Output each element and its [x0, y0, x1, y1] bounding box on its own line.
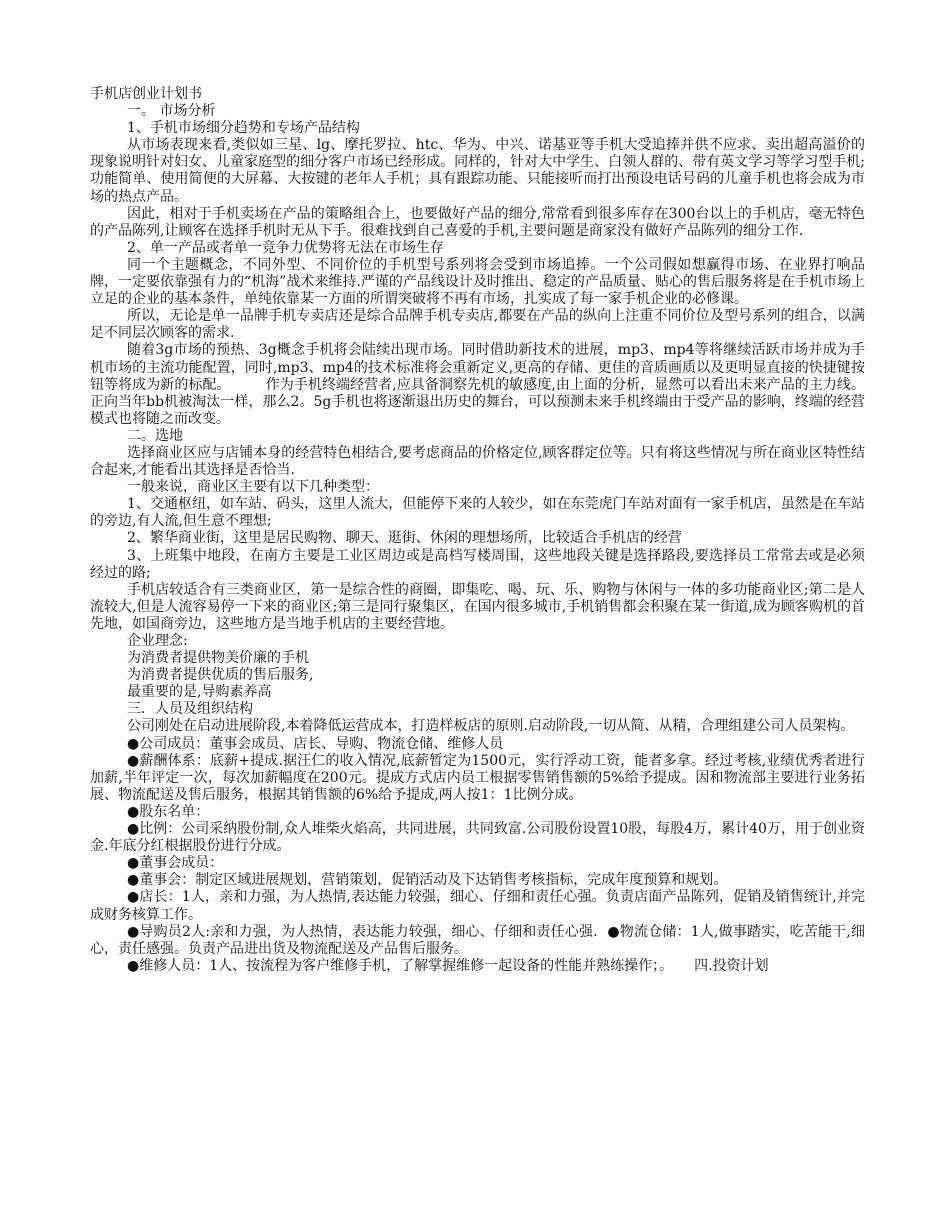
bullet-item: ●维修人员：1人、按流程为客户维修手机，了解掌握维修一起设备的性能并熟练操作；。 四.投资计划: [127, 957, 769, 974]
list-item: 2、繁华商业街，这里是居民购物、聊天、逛街、休闲的理想场所，比较适合手机店的经营: [127, 530, 682, 547]
list-item: 3、上班集中地段，在南方主要是工业区周边或是高档写楼周围，这些地段关键是选择路段,要选择员工常常去或是必须经过的路;: [90, 547, 865, 581]
subheading-single-product: 2、单一产品或者单一竞争力优势将无法在市场生存: [127, 239, 444, 256]
section-heading-location: 二。选地: [127, 427, 183, 444]
paragraph: 选择商业区应与店铺本身的经营特色相结合,要考虑商品的价格定位,顾客群定位等。只有将这些情况与所在商业区特性结合起来,才能看出其选择是否恰当.: [90, 444, 865, 479]
bullet-item: ●导购员2人:亲和力强，为人热情，表达能力较强，细心、仔细和责任心强．●物流仓储：1人,做事踏实，吃苦能干,细心，责任感强。负责产品进出货及物流配送及产品售后服务。: [90, 923, 865, 957]
philosophy-item: 为消费者提供物美价廉的手机: [127, 650, 309, 667]
paragraph: 因此，相对于手机卖场在产品的策略组合上，也要做好产品的细分,常常看到很多库存在300台以上的手机店，毫无特色的产品陈列,让顾客在选择手机时无从下手。很难找到自己喜爱的手机,主要问题是商家没有做好产品陈列的细分工作.: [90, 205, 865, 239]
paragraph: 从市场表现来看,类似如三星、lg、摩托罗拉、htc、华为、中兴、诺基亚等手机大受追捧并供不应求、卖出超高溢价的现象说明针对妇女、儿童家庭型的细分客户市场已经形成。同样的，针对大中学生、白领人群的、带有英文学习等学习型手机;功能简单、使用简便的大屏幕、大按键的老年人手机；具有跟踪功能、只能接听而打出预设电话号码的儿童手机也将会成为市场的热点产品。: [90, 137, 865, 205]
subheading-company-philosophy: 企业理念:: [127, 633, 188, 649]
paragraph: 公司刚处在启动进展阶段,本着降低运营成本，打造样板店的原则.启动阶段,一切从简、从精，合理组建公司人员架构。: [127, 718, 855, 735]
section-heading-staff-structure: 三．人员及组织结构: [127, 701, 253, 718]
paragraph: 随着3g市场的预热、3g概念手机将会陆续出现市场。同时借助新技术的进展，mp3、mp4等将继续活跃市场并成为手机市场的主流功能配置，同时,mp3、mp4的技术标准将会重新定义,更高的存储、更佳的音质画质以及更明显直接的快捷键按钮等将成为新的标配。 作为手机终端经营者,应具备洞察先机的敏感度,由上面的分析，显然可以看出未来产品的主力线。正向当年bb机被淘汰一样，那么2。5g手机也将逐渐退出历史的舞台，可以预测未来手机终端由于受产品的影响，终端的经营模式也将随之而改变。: [90, 342, 865, 427]
philosophy-item: 为消费者提供优质的售后服务,: [127, 667, 314, 684]
paragraph: 同一个主题概念，不同外型、不同价位的手机型号系列将会受到市场追捧。一个公司假如想赢得市场、在业界打响品牌，一定要依靠强有力的“机海”战术来维持.严谨的产品线设计及时推出、稳定的产品质量、贴心的售后服务将是在手机市场上立足的企业的基本条件，单纯依靠某一方面的所谓突破将不再有市场，扎实成了每一家手机企业的必修课。: [90, 256, 865, 308]
paragraph: 一般来说，商业区主要有以下几种类型：: [127, 479, 379, 496]
subheading-market-segmentation: 1、手机市场细分趋势和专场产品结构: [127, 120, 360, 137]
list-item: 1、交通枢纽，如车站、码头，这里人流大，但能停下来的人较少，如在东莞虎门车站对面有一家手机店，虽然是在车站的旁边,有人流,但生意不理想;: [90, 496, 865, 530]
paragraph: 手机店较适合有三类商业区，第一是综合性的商圈，即集吃、喝、玩、乐、购物与休闲与一体的多功能商业区;第二是人流较大,但是人流容易停一下来的商业区;第三是同行聚集区，在国内很多城市,手机销售都会积聚在某一街道,成为顾客购机的首先地，如国商旁边，这些地方是当地手机店的主要经营地。: [90, 581, 865, 632]
bullet-item: ●比例：公司采纳股份制,众人堆柴火焰高，共同进展，共同致富.公司股份设置10股，每股4万，累计40万，用于创业资金.年底分红根据股份进行分成。: [90, 821, 865, 855]
bullet-item: ●股东名单：: [127, 803, 210, 820]
philosophy-item: 最重要的是,导购素养高: [127, 684, 272, 701]
bullet-item: ●薪酬体系：底薪+提成.据汪仁的收入情况,底薪暂定为1500元，实行浮动工资，能者多拿。经过考核,业绩优秀者进行加薪,半年评定一次，每次加薪幅度在200元。提成方式店内员工根据零售销售额的5%给予提成。因和物流部主要进行业务拓展、物流配送及售后服务，根据其销售额的6%给予提成,两人按1：1比例分成。: [90, 752, 865, 803]
doc-title: 手机店创业计划书: [90, 86, 202, 102]
bullet-item: ●董事会：制定区域进展规划，营销策划，促销活动及下达销售考核指标，完成年度预算和规划。: [127, 872, 728, 889]
bullet-item: ●店长：1人，亲和力强，为人热情,表达能力较强，细心、仔细和责任心强。负责店面产品陈列，促销及销售统计,并完成财务核算工作。: [90, 889, 865, 923]
section-heading-market-analysis: 一。 市场分析: [127, 103, 216, 120]
bullet-item: ●董事会成员：: [127, 855, 224, 872]
paragraph: 所以，无论是单一品牌手机专卖店还是综合品牌手机专卖店,都要在产品的纵向上注重不同价位及型号系列的组合，以满足不同层次顾客的需求.: [90, 308, 865, 342]
document-body: [90, 86, 865, 975]
bullet-item: ●公司成员：董事会成员、店长、导购、物流仓储、维修人员: [127, 735, 504, 752]
